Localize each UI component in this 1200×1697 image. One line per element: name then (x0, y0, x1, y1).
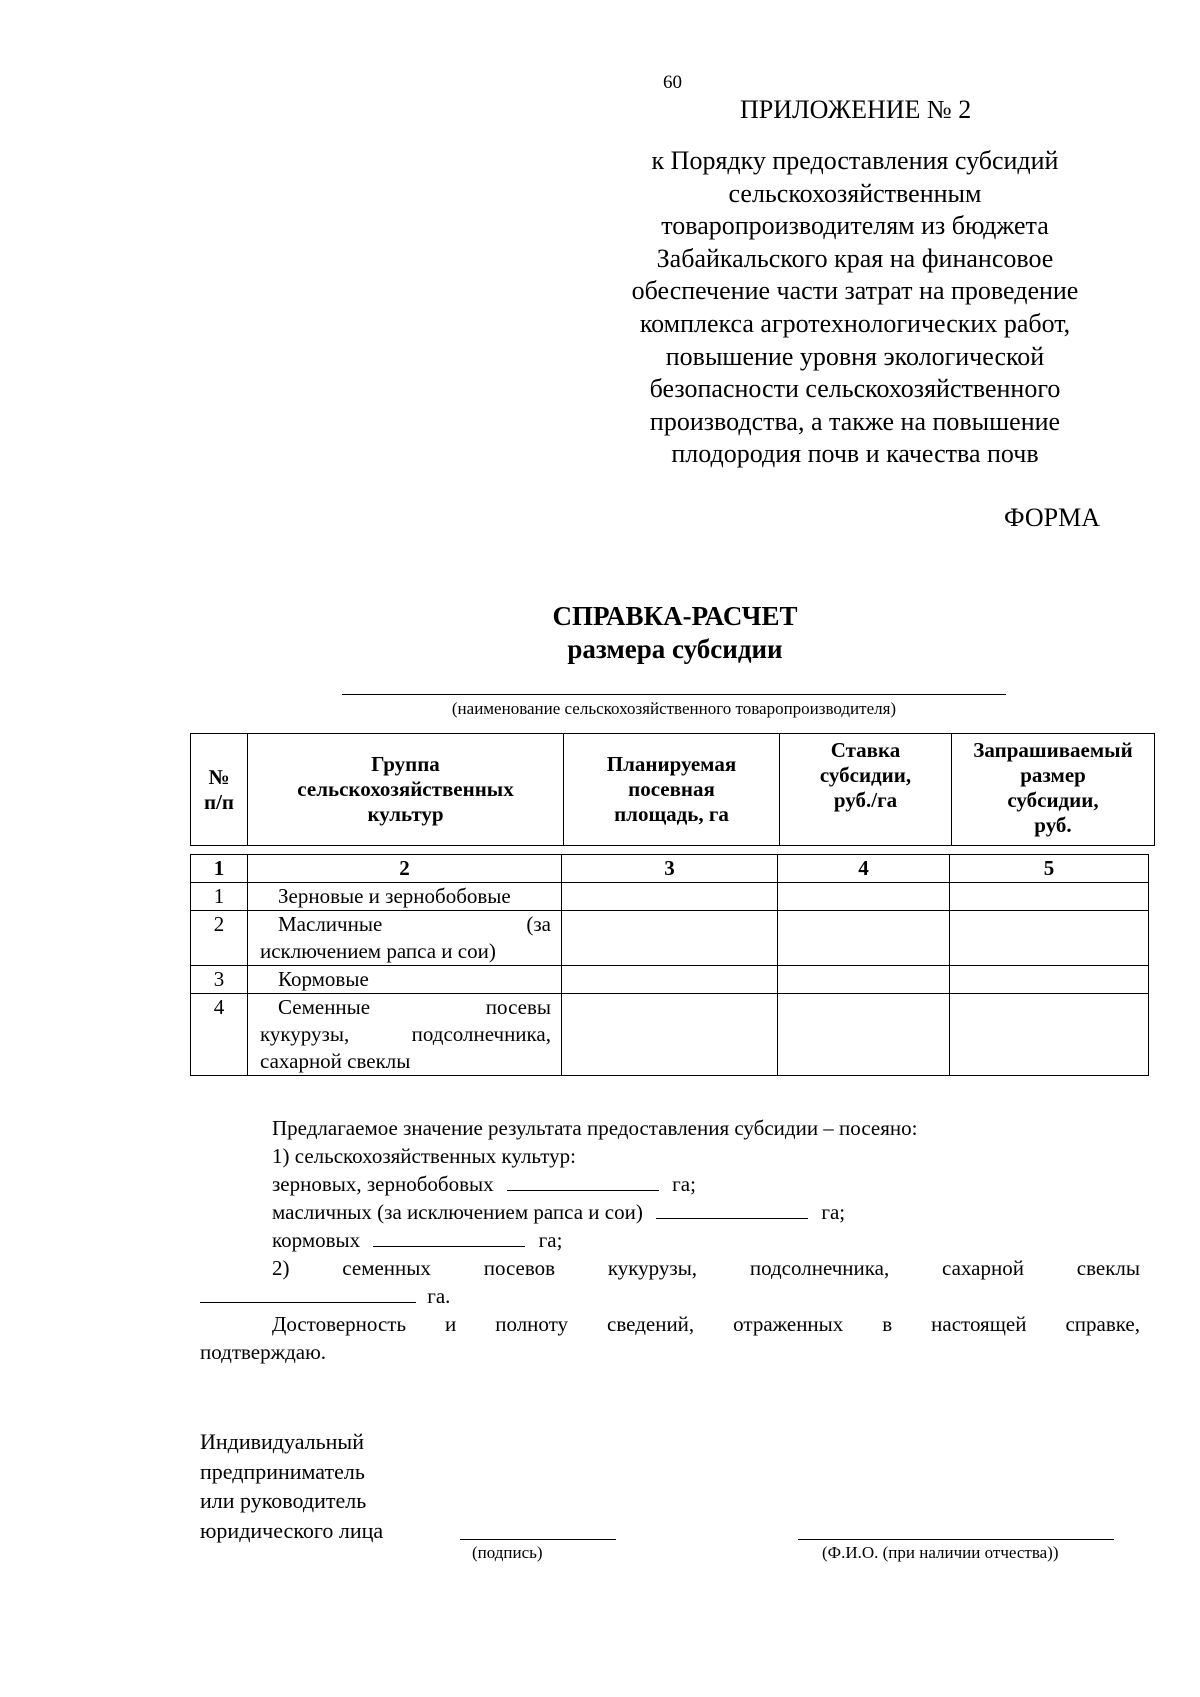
document-title (0, 600, 1200, 666)
table-header (190, 733, 1155, 846)
feed-line: кормовых га; (272, 1228, 563, 1252)
result-intro: Предлагаемое значение результата предоставления субсидии – посеяно: (272, 1116, 918, 1140)
header-amount: Запрашиваемый размер субсидии, руб. (952, 734, 1155, 846)
appendix-line: повышение уровня экологической (665, 341, 1045, 371)
confirm-line-2: подтверждаю. (200, 1340, 327, 1364)
form-label: ФОРМА (1004, 503, 1100, 532)
signatory-label: Индивидуальный предприниматель или руководитель юридического лица (200, 1429, 384, 1543)
confirm-line-1: Достоверность и полноту сведений, отраженных в настоящей справке, (272, 1312, 1140, 1336)
rate-cell[interactable] (778, 994, 950, 1076)
feed-area-field[interactable] (373, 1226, 525, 1247)
amount-cell[interactable] (950, 966, 1149, 994)
full-name-field[interactable] (798, 1539, 1114, 1540)
signature-caption: (подпись) (472, 1543, 543, 1562)
page-number: 60 (663, 72, 682, 93)
grain-area-field[interactable] (507, 1170, 659, 1191)
title-line-1: СПРАВКА-РАСЧЕТ (552, 601, 798, 631)
title-line-2: размера субсидии (567, 634, 783, 664)
appendix-line: Забайкальского края на финансовое (656, 243, 1054, 273)
table-row: 2 Масличные (за исключением рапса и сои) (191, 911, 1149, 966)
producer-name-caption: (наименование сельскохозяйственного товаропроизводителя) (451, 699, 897, 718)
column-number-row: 1 2 3 4 5 (191, 855, 1149, 883)
amount-cell[interactable] (950, 911, 1149, 966)
oil-line: масличных (за исключением рапса и сои) га; (272, 1200, 846, 1224)
header-group: Группа сельскохозяйственных культур (248, 734, 564, 846)
header-rate: Ставка субсидии, руб./га (780, 734, 952, 846)
table-row: 3 Кормовые (191, 966, 1149, 994)
producer-name-line[interactable] (342, 694, 1006, 695)
appendix-line: сельскохозяйственным (728, 178, 982, 208)
appendix-line: плодородия почв и качества почв (671, 439, 1039, 469)
appendix-line: комплекса агротехнологических работ, (639, 308, 1071, 338)
appendix-line: к Порядку предоставления субсидий (651, 146, 1059, 175)
appendix-description (600, 145, 1110, 471)
rate-cell[interactable] (778, 966, 950, 994)
header-area: Планируемая посевная площадь, га (564, 734, 780, 846)
seed-line: га. (200, 1282, 450, 1310)
amount-cell[interactable] (950, 883, 1149, 911)
area-cell[interactable] (562, 994, 778, 1076)
amount-cell[interactable] (950, 994, 1149, 1076)
appendix-line: производства, а также на повышение (649, 406, 1061, 436)
data-table (190, 854, 1149, 1076)
appendix-line: безопасности сельскохозяйственного (649, 374, 1061, 404)
result-item-2: 2) семенных посевов кукурузы, подсолнечника, сахарной свеклы (272, 1256, 1140, 1280)
header-num: № п/п (191, 734, 248, 846)
result-item-1: 1) сельскохозяйственных культур: (272, 1144, 576, 1168)
table-row: 1 Зерновые и зернобобовые (191, 883, 1149, 911)
appendix-title: ПРИЛОЖЕНИЕ № 2 (740, 95, 972, 124)
signature-field[interactable] (460, 1539, 616, 1540)
rate-cell[interactable] (778, 911, 950, 966)
area-cell[interactable] (562, 883, 778, 911)
table-row: 4 Семенные посевы кукурузы, подсолнечника, сахарной свеклы (191, 994, 1149, 1076)
area-cell[interactable] (562, 966, 778, 994)
oil-area-field[interactable] (656, 1198, 808, 1219)
grain-line: зерновых, зернобобовых га; (272, 1172, 696, 1196)
appendix-line: обеспечение части затрат на проведение (631, 276, 1079, 306)
full-name-caption: (Ф.И.О. (при наличии отчества)) (822, 1543, 1059, 1562)
rate-cell[interactable] (778, 883, 950, 911)
area-cell[interactable] (562, 911, 778, 966)
appendix-line: товаропроизводителям из бюджета (661, 211, 1049, 241)
seed-area-field[interactable] (200, 1282, 416, 1303)
